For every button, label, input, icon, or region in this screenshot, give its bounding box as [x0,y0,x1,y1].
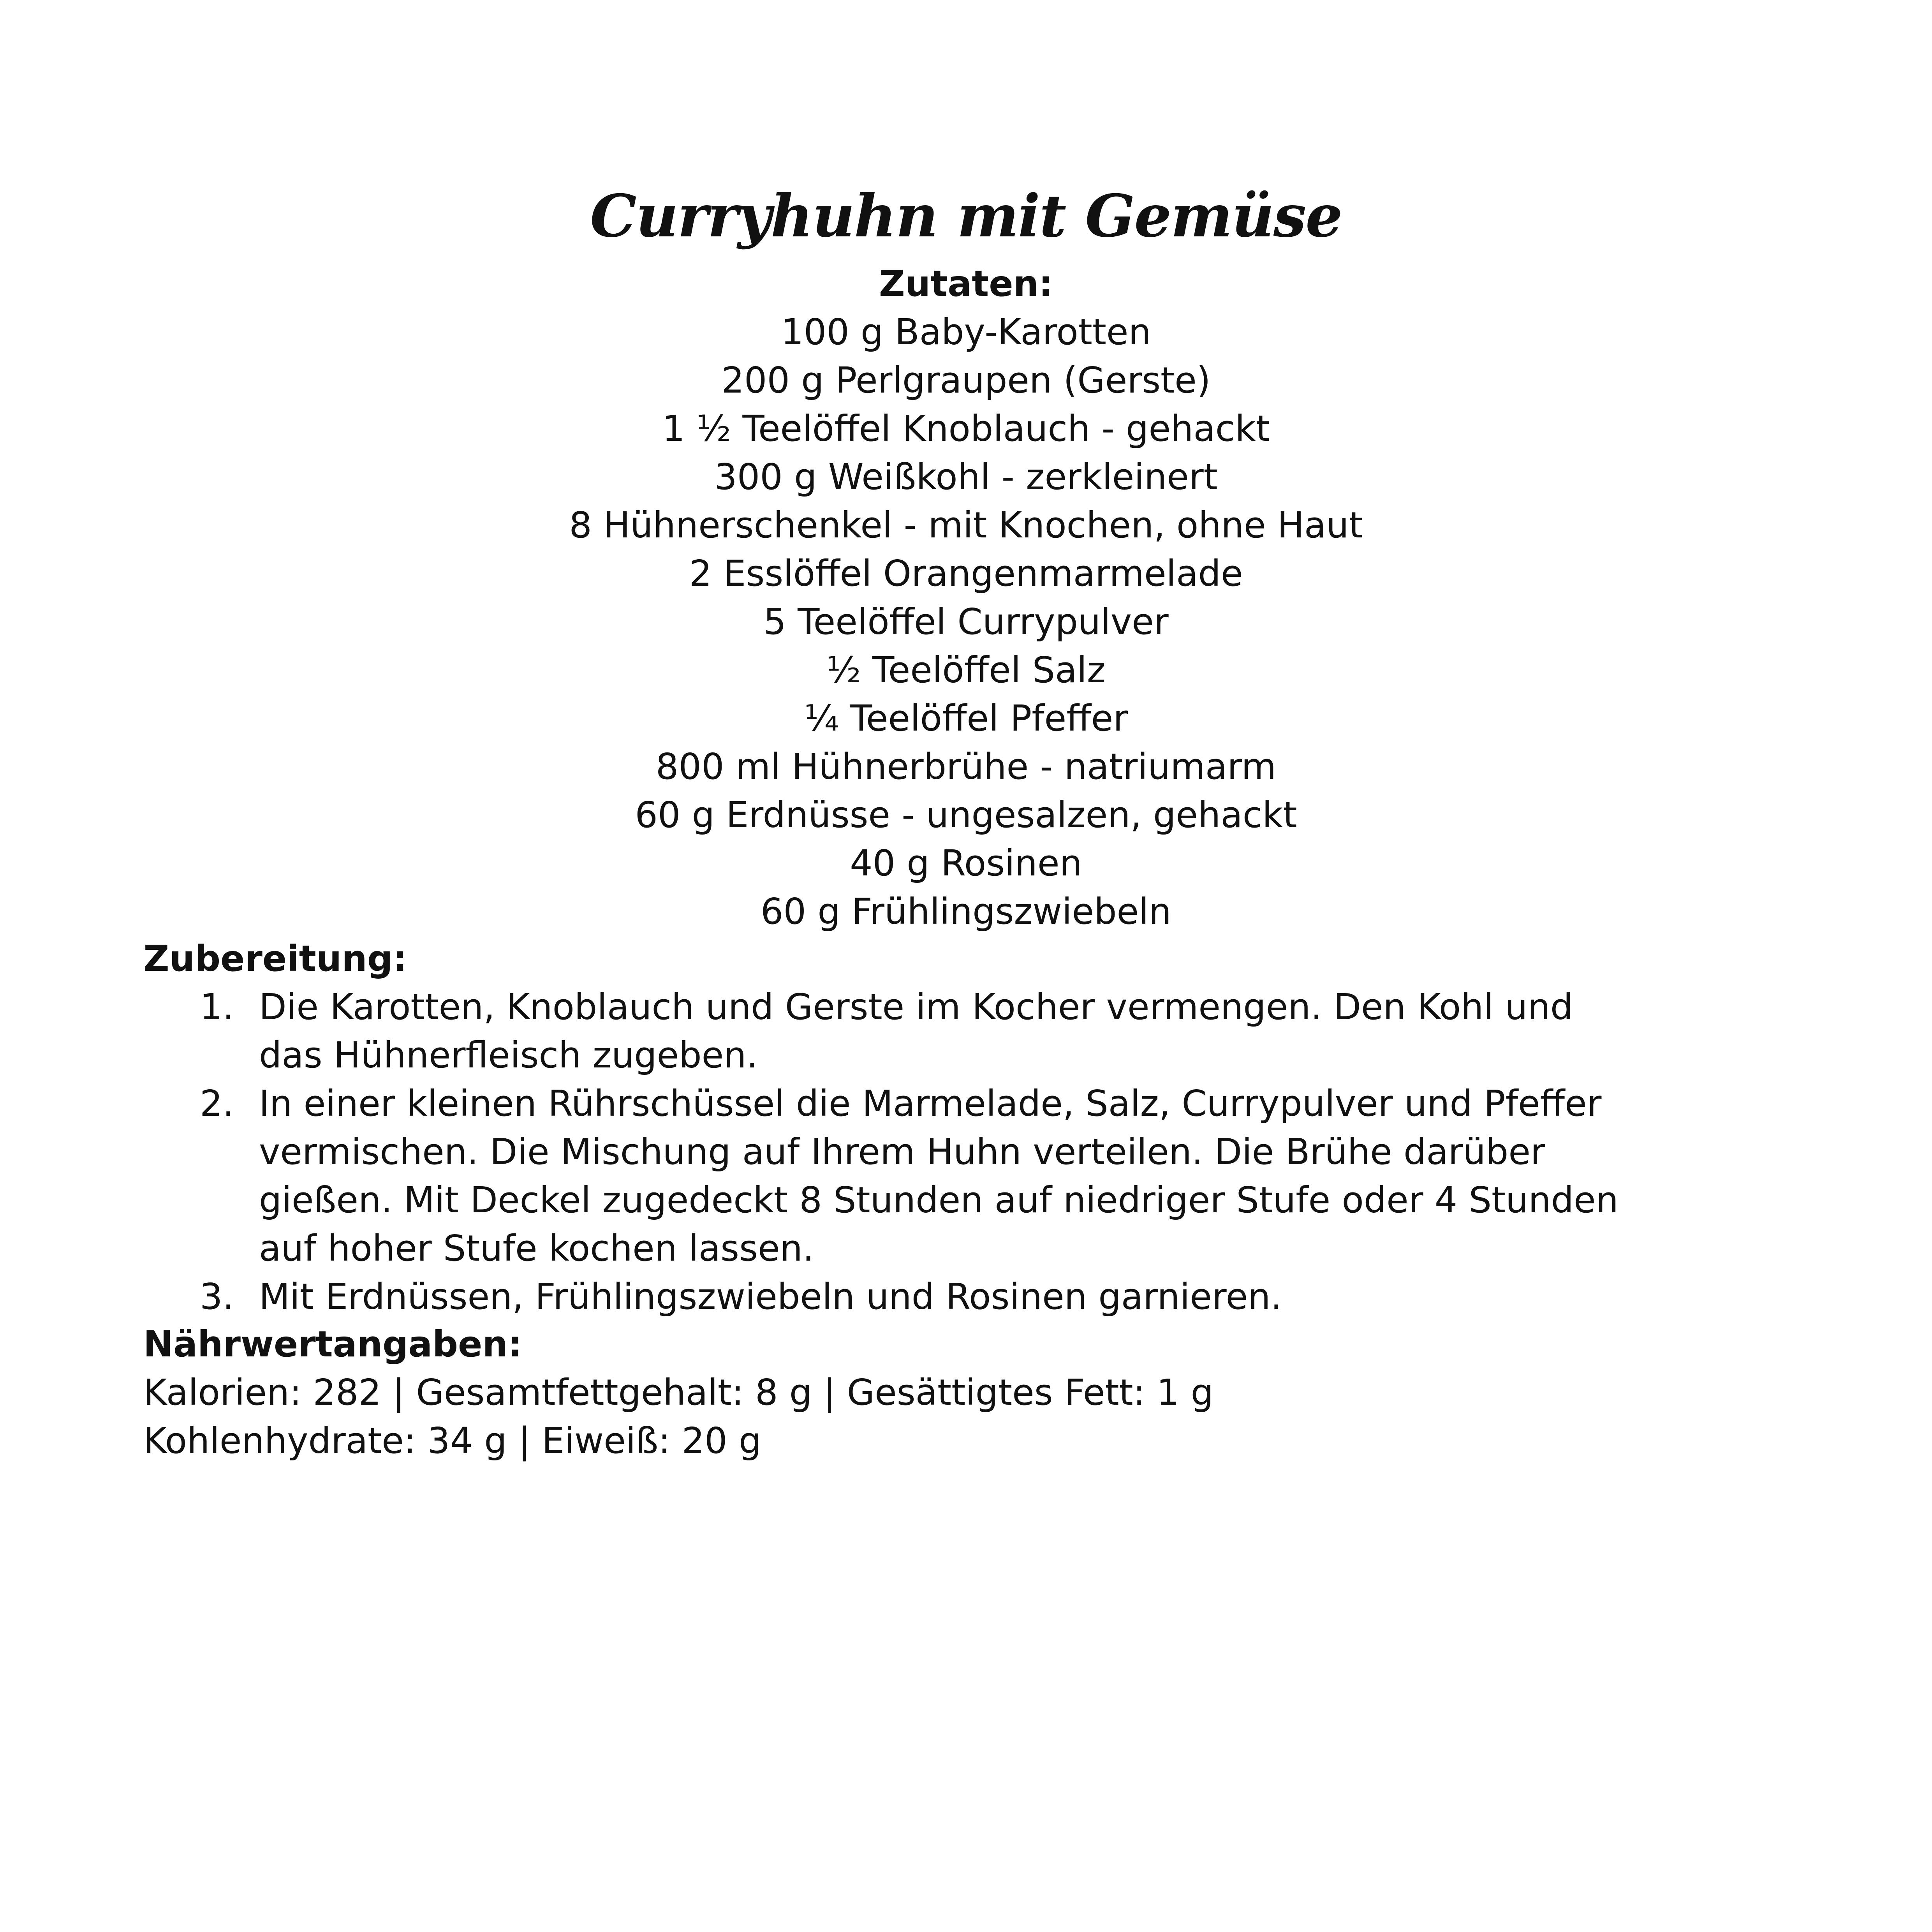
step-item [143,1080,1740,1273]
ingredient-item: 40 g Rosinen [850,842,1082,884]
preparation-heading: Zubereitung: [143,938,407,979]
ingredient-item: 1 ½ Teelöffel Knoblauch - gehackt [662,408,1270,449]
ingredients-heading: Zutaten: [879,263,1053,305]
step-line: In einer kleinen Rührschüssel die Marmelade, Salz, Currypulver und Pfeffer [259,1083,1602,1124]
step-number: 3. [200,1276,234,1317]
step-line: Die Karotten, Knoblauch und Gerste im Kocher vermengen. Den Kohl und [259,986,1573,1028]
ingredient-item: 2 Esslöffel Orangenmarmelade [689,553,1243,594]
step-item [143,1273,1740,1321]
step-line: Mit Erdnüssen, Frühlingszwiebeln und Rosinen garnieren. [259,1276,1282,1317]
step-number: 2. [200,1083,234,1124]
nutrition-facts [143,1368,1213,1465]
nutrition-line: Kalorien: 282 | Gesamtfettgehalt: 8 g | Gesättigtes Fett: 1 g [143,1372,1214,1413]
step-item [143,983,1740,1080]
step-line: auf hoher Stufe kochen lassen. [259,1228,814,1269]
ingredient-item: 800 ml Hühnerbrühe - natriumarm [655,746,1277,787]
ingredients-section [0,260,1932,936]
ingredient-item: 60 g Frühlingszwiebeln [761,891,1171,932]
ingredient-item: 60 g Erdnüsse - ungesalzen, gehackt [635,794,1297,836]
ingredient-item: ½ Teelöffel Salz [826,649,1106,691]
step-line: das Hühnerfleisch zugeben. [259,1034,758,1076]
nutrition-heading: Nährwertangaben: [143,1323,522,1365]
ingredient-item: 300 g Weißkohl - zerkleinert [714,456,1218,498]
step-line: vermischen. Die Mischung auf Ihrem Huhn verteilen. Die Brühe darüber [259,1131,1545,1173]
ingredient-item: 5 Teelöffel Currypulver [763,601,1169,643]
step-line: gießen. Mit Deckel zugedeckt 8 Stunden auf niedriger Stufe oder 4 Stunden [259,1179,1619,1221]
step-number: 1. [200,986,234,1028]
ingredient-item: ¼ Teelöffel Pfeffer [804,697,1128,739]
ingredient-item: 200 g Perlgraupen (Gerste) [721,359,1211,401]
recipe-title: Curryhuhn mit Gemüse [590,182,1342,250]
preparation-steps [143,983,1740,1321]
ingredient-item: 100 g Baby-Karotten [781,311,1151,353]
ingredient-item: 8 Hühnerschenkel - mit Knochen, ohne Haut [569,504,1363,546]
nutrition-line: Kohlenhydrate: 34 g | Eiweiß: 20 g [143,1420,762,1462]
